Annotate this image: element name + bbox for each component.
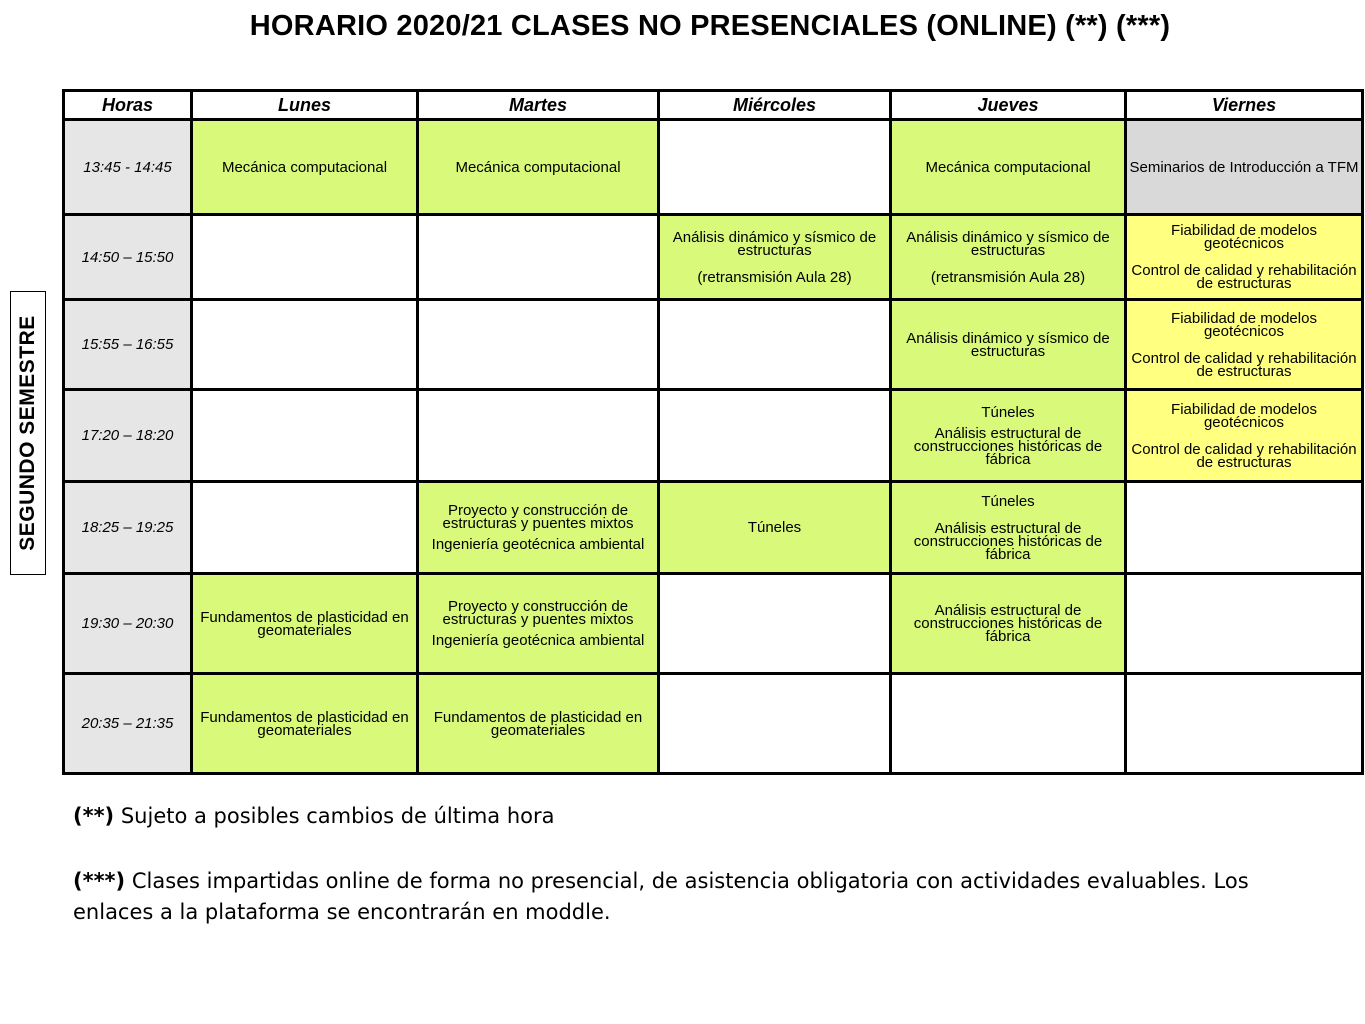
subject-name: Mecánica computacional	[455, 158, 621, 176]
class-cell	[418, 482, 659, 574]
class-cell	[418, 120, 659, 215]
column-header-lunes: Lunes	[192, 91, 418, 120]
subject-name: Fundamentos de plasticidad en geomateriales	[433, 708, 643, 739]
class-cell	[891, 574, 1126, 674]
hour-cell: 20:35 – 21:35	[64, 674, 192, 774]
schedule-table	[62, 89, 1364, 775]
empty-cell	[192, 215, 418, 300]
table-row	[64, 300, 1363, 390]
subject-name: Fundamentos de plasticidad en geomateriales	[200, 608, 409, 639]
hour-cell: 15:55 – 16:55	[64, 300, 192, 390]
subject-name: Análisis dinámico y sísmico de estructuras	[906, 228, 1110, 259]
table-row	[64, 390, 1363, 482]
column-header-jueves: Jueves	[891, 91, 1126, 120]
table-row	[64, 215, 1363, 300]
subject-name: Proyecto y construcción de estructuras y puentes mixtos	[442, 598, 634, 628]
empty-cell	[418, 300, 659, 390]
subject-name: Túneles	[981, 492, 1035, 510]
empty-cell	[659, 574, 891, 674]
subject-name: Túneles	[981, 403, 1035, 421]
hour-cell: 18:25 – 19:25	[64, 482, 192, 574]
table-row	[64, 674, 1363, 774]
class-cell	[891, 482, 1126, 574]
hour-cell: 19:30 – 20:30	[64, 574, 192, 674]
empty-cell	[192, 482, 418, 574]
column-header-horas: Horas	[64, 91, 192, 120]
subject-name: Túneles	[747, 519, 802, 536]
class-cell	[192, 574, 418, 674]
class-cell	[891, 215, 1126, 300]
hour-cell: 14:50 – 15:50	[64, 215, 192, 300]
class-cell	[418, 674, 659, 774]
subject-name: Fundamentos de plasticidad en geomateriales	[200, 708, 409, 739]
footnote-marker: (**)	[73, 804, 115, 828]
empty-cell	[1126, 674, 1363, 774]
subject-name: Fiabilidad de modelos geotécnicos	[1171, 309, 1317, 340]
class-cell	[1126, 215, 1363, 300]
page-title: HORARIO 2020/21 CLASES NO PRESENCIALES (ONLINE) (**) (***)	[249, 10, 1171, 42]
class-cell	[192, 120, 418, 215]
footnote-marker: (***)	[73, 869, 126, 893]
empty-cell	[192, 300, 418, 390]
empty-cell	[1126, 574, 1363, 674]
subject-note: (retransmisión Aula 28)	[930, 268, 1086, 286]
subject-name: Análisis estructural de construcciones históricas de fábrica	[913, 602, 1103, 645]
subject-name: Análisis dinámico y sísmico de estructuras	[906, 329, 1110, 360]
subject-name: Fiabilidad de modelos geotécnicos	[1171, 400, 1317, 431]
class-cell	[1126, 300, 1363, 390]
subject-name: Control de calidad y rehabilitación de estructuras	[1131, 349, 1357, 380]
subject-name: Control de calidad y rehabilitación de estructuras	[1131, 440, 1357, 471]
subject-name: Análisis dinámico y sísmico de estructuras	[672, 228, 877, 259]
header-row	[64, 91, 1363, 120]
empty-cell	[659, 300, 891, 390]
class-cell	[1126, 390, 1363, 482]
class-cell	[1126, 120, 1363, 215]
empty-cell	[891, 674, 1126, 774]
empty-cell	[418, 390, 659, 482]
class-cell	[418, 574, 659, 674]
empty-cell	[1126, 482, 1363, 574]
empty-cell	[659, 390, 891, 482]
empty-cell	[192, 390, 418, 482]
table-row	[64, 120, 1363, 215]
footnote-1	[73, 801, 1303, 832]
class-cell	[891, 300, 1126, 390]
hour-cell: 13:45 - 14:45	[64, 120, 192, 215]
table-row	[64, 574, 1363, 674]
subject-name: Ingeniería geotécnica ambiental	[431, 536, 645, 553]
semester-label	[10, 291, 46, 575]
column-header-viernes: Viernes	[1126, 91, 1363, 120]
footnote-2	[73, 866, 1303, 928]
subject-name: Ingeniería geotécnica ambiental	[431, 632, 645, 649]
class-cell	[659, 482, 891, 574]
subject-name: Mecánica computacional	[925, 158, 1091, 176]
hour-cell: 17:20 – 18:20	[64, 390, 192, 482]
subject-name: Análisis estructural de construcciones históricas de fábrica	[913, 519, 1103, 563]
empty-cell	[659, 120, 891, 215]
class-cell	[659, 215, 891, 300]
column-header-martes: Martes	[418, 91, 659, 120]
subject-note: (retransmisión Aula 28)	[697, 268, 852, 286]
subject-name: Análisis estructural de construcciones históricas de fábrica	[913, 424, 1103, 468]
subject-name: Mecánica computacional	[221, 158, 388, 176]
class-cell	[891, 120, 1126, 215]
subject-name: Fiabilidad de modelos geotécnicos	[1171, 222, 1317, 252]
subject-name: Seminarios de Introducción a TFM	[1129, 158, 1359, 176]
column-header-miercoles: Miércoles	[659, 91, 891, 120]
class-cell	[192, 674, 418, 774]
semester-label-text: SEGUNDO SEMESTRE	[16, 315, 40, 551]
class-cell	[891, 390, 1126, 482]
footnote-text: Clases impartidas online de forma no presencial, de asistencia obligatoria con actividades evaluables. Los enlaces a la plataforma se encontrarán en moddle.	[73, 869, 1249, 924]
empty-cell	[418, 215, 659, 300]
empty-cell	[659, 674, 891, 774]
table-row	[64, 482, 1363, 574]
subject-name: Control de calidad y rehabilitación de estructuras	[1131, 262, 1357, 292]
footnote-text: Sujeto a posibles cambios de última hora	[114, 804, 555, 828]
subject-name: Proyecto y construcción de estructuras y puentes mixtos	[442, 502, 634, 532]
